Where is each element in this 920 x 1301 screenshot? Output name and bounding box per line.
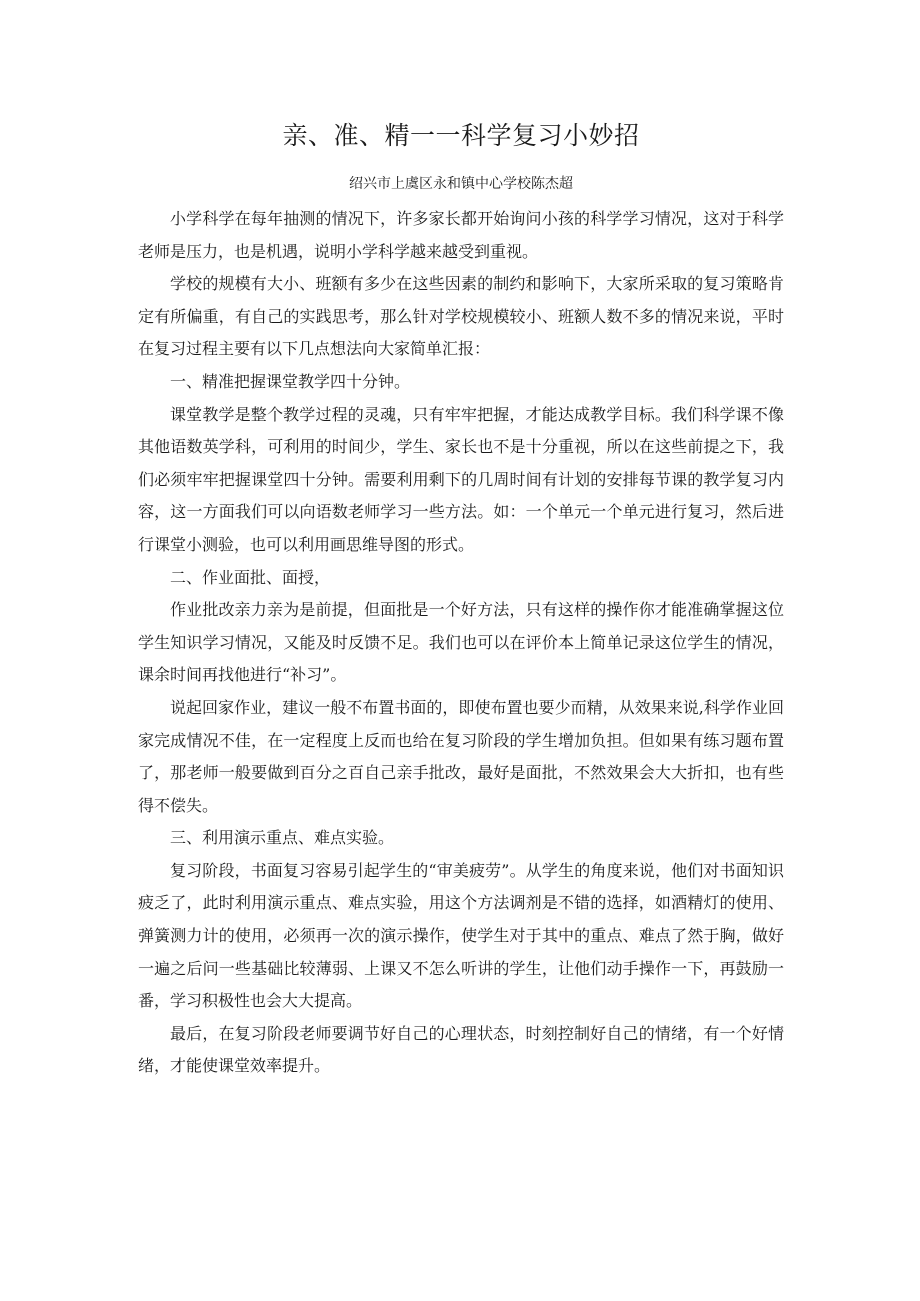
section-heading-1: 一、精准把握课堂教学四十分钟。 bbox=[170, 371, 411, 391]
section-heading-2: 二、作业面批、面授， bbox=[170, 567, 331, 587]
paragraph-section-2a: 作业批改亲力亲为是前提，但面批是一个好方法，只有这样的操作你才能准确掌握这位学生知识学习情况，又能及时反馈不足。我们也可以在评价本上简单记录这位学生的情况，课余时间再找他进行“补习”。 bbox=[138, 600, 784, 685]
document-body bbox=[138, 203, 784, 1083]
paragraph-section-2b: 说起回家作业，建议一般不布置书面的，即使布置也要少而精，从效果来说,科学作业回家完成情况不佳，在一定程度上反而也给在复习阶段的学生增加负担。但如果有练习题布置了，那老师一般要做到百分之百自己亲手批改，最好是面批，不然效果会大大折扣，也有些得不偿失。 bbox=[138, 697, 784, 815]
author-line: 绍兴市上虞区永和镇中心学校陈杰超 bbox=[349, 176, 573, 192]
paragraph-section-1: 课堂教学是整个教学过程的灵魂，只有牢牢把握，才能达成教学目标。我们科学课不像其他语数英学科，可利用的时间少，学生、家长也不是十分重视，所以在这些前提之下，我们必须牢牢把握课堂四十分钟。需要利用剩下的几周时间有计划的安排每节课的教学复习内容，这一方面我们可以向语数老师学习一些方法。如：一个单元一个单元进行复习，然后进行课堂小测验，也可以利用画思维导图的形式。 bbox=[138, 404, 784, 554]
section-heading-3: 三、利用演示重点、难点实验。 bbox=[170, 828, 395, 848]
document-title: 亲、准、精一一科学复习小妙招 bbox=[282, 121, 640, 150]
paragraph-conclusion: 最后，在复习阶段老师要调节好自己的心理状态，时刻控制好自己的情绪，有一个好情绪，才能使课堂效率提升。 bbox=[138, 1023, 784, 1076]
paragraph-section-3: 复习阶段，书面复习容易引起学生的“审美疲劳”。从学生的角度来说，他们对书面知识疲乏了，此时利用演示重点、难点实验，用这个方法调剂是不错的选择，如酒精灯的使用、弹簧测力计的使用，必须再一次的演示操作，使学生对于其中的重点、难点了然于胸，做好一遍之后问一些基础比较薄弱、上课又不怎么听讲的学生，让他们动手操作一下，再鼓励一番，学习积极性也会大大提高。 bbox=[138, 860, 784, 1011]
paragraph-intro: 小学科学在每年抽测的情况下，许多家长都开始询问小孩的科学学习情况，这对于科学老师是压力，也是机遇，说明小学科学越来越受到重视。 bbox=[138, 209, 784, 261]
paragraph-context: 学校的规模有大小、班额有多少在这些因素的制约和影响下，大家所采取的复习策略肯定有所偏重，有自己的实践思考，那么针对学校规模较小、班额人数不多的情况来说，平时在复习过程主要有以下几点想法向大家简单汇报： bbox=[138, 274, 784, 359]
